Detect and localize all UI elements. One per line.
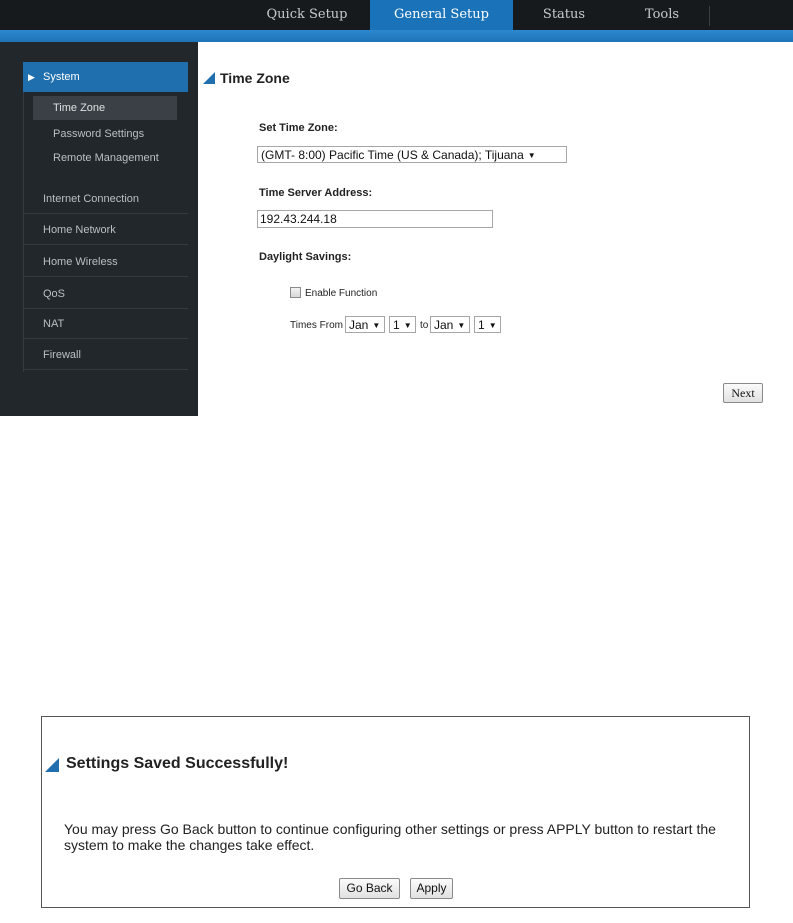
daylight-savings-label: Daylight Savings: xyxy=(259,251,352,263)
to-month-select[interactable] xyxy=(430,316,470,333)
sidebar-item-qos[interactable]: QoS xyxy=(23,279,188,309)
dialog-message: You may press Go Back button to continue configuring other settings or press APPLY button to restart the system to make the changes take effect. xyxy=(64,821,716,853)
times-from-label: Times From xyxy=(290,320,343,331)
section-marker-icon xyxy=(45,758,59,772)
sidebar-item-nat[interactable]: NAT xyxy=(23,309,188,339)
enable-function-checkbox[interactable] xyxy=(290,287,301,298)
chevron-down-icon: ▼ xyxy=(403,321,412,330)
enable-function-label: Enable Function xyxy=(305,288,378,299)
to-label: to xyxy=(420,320,429,331)
to-month-value: Jan xyxy=(434,318,454,332)
from-day-select[interactable] xyxy=(389,316,416,333)
set-time-zone-label: Set Time Zone: xyxy=(259,122,338,134)
sidebar-item-label: System xyxy=(43,71,80,83)
settings-saved-dialog xyxy=(41,716,750,908)
router-panel xyxy=(0,0,793,416)
chevron-down-icon: ▼ xyxy=(527,151,536,160)
dialog-title: Settings Saved Successfully! xyxy=(66,755,289,772)
chevron-down-icon: ▼ xyxy=(372,321,381,330)
sidebar-item-system[interactable] xyxy=(23,62,188,92)
to-day-value: 1 xyxy=(478,318,485,332)
to-day-select[interactable] xyxy=(474,316,501,333)
sidebar-item-home-network[interactable]: Home Network xyxy=(23,215,188,245)
go-back-button[interactable]: Go Back xyxy=(339,878,400,899)
sidebar-item-remote-management[interactable]: Remote Management xyxy=(53,152,159,164)
sidebar-item-internet-connection[interactable]: Internet Connection xyxy=(23,184,188,214)
header-accent-bar xyxy=(0,30,793,42)
sidebar-item-home-wireless[interactable]: Home Wireless xyxy=(23,247,188,277)
next-button[interactable]: Next xyxy=(723,383,763,403)
from-day-value: 1 xyxy=(393,318,400,332)
tab-tools[interactable]: Tools xyxy=(644,7,680,22)
sidebar xyxy=(0,42,198,416)
sidebar-item-time-zone[interactable]: Time Zone xyxy=(33,96,177,120)
from-month-value: Jan xyxy=(349,318,369,332)
chevron-down-icon: ▼ xyxy=(457,321,466,330)
time-zone-select-value: (GMT- 8:00) Pacific Time (US & Canada); Tijuana xyxy=(261,148,524,162)
caret-right-icon: ▶ xyxy=(28,72,35,82)
nav-divider xyxy=(709,6,710,26)
section-marker-icon xyxy=(203,72,215,84)
apply-button[interactable]: Apply xyxy=(410,878,453,899)
tab-general-setup[interactable]: General Setup xyxy=(370,0,513,30)
chevron-down-icon: ▼ xyxy=(488,321,497,330)
tab-status[interactable]: Status xyxy=(542,7,586,22)
time-zone-select[interactable] xyxy=(257,146,567,163)
top-navigation xyxy=(0,0,793,30)
tab-quick-setup[interactable]: Quick Setup xyxy=(266,7,348,22)
from-month-select[interactable] xyxy=(345,316,385,333)
sidebar-item-password-settings[interactable]: Password Settings xyxy=(53,128,145,140)
time-server-label: Time Server Address: xyxy=(259,187,373,199)
page-title: Time Zone xyxy=(220,70,290,86)
sidebar-item-firewall[interactable]: Firewall xyxy=(23,340,188,370)
time-server-input[interactable]: 192.43.244.18 xyxy=(257,210,493,228)
